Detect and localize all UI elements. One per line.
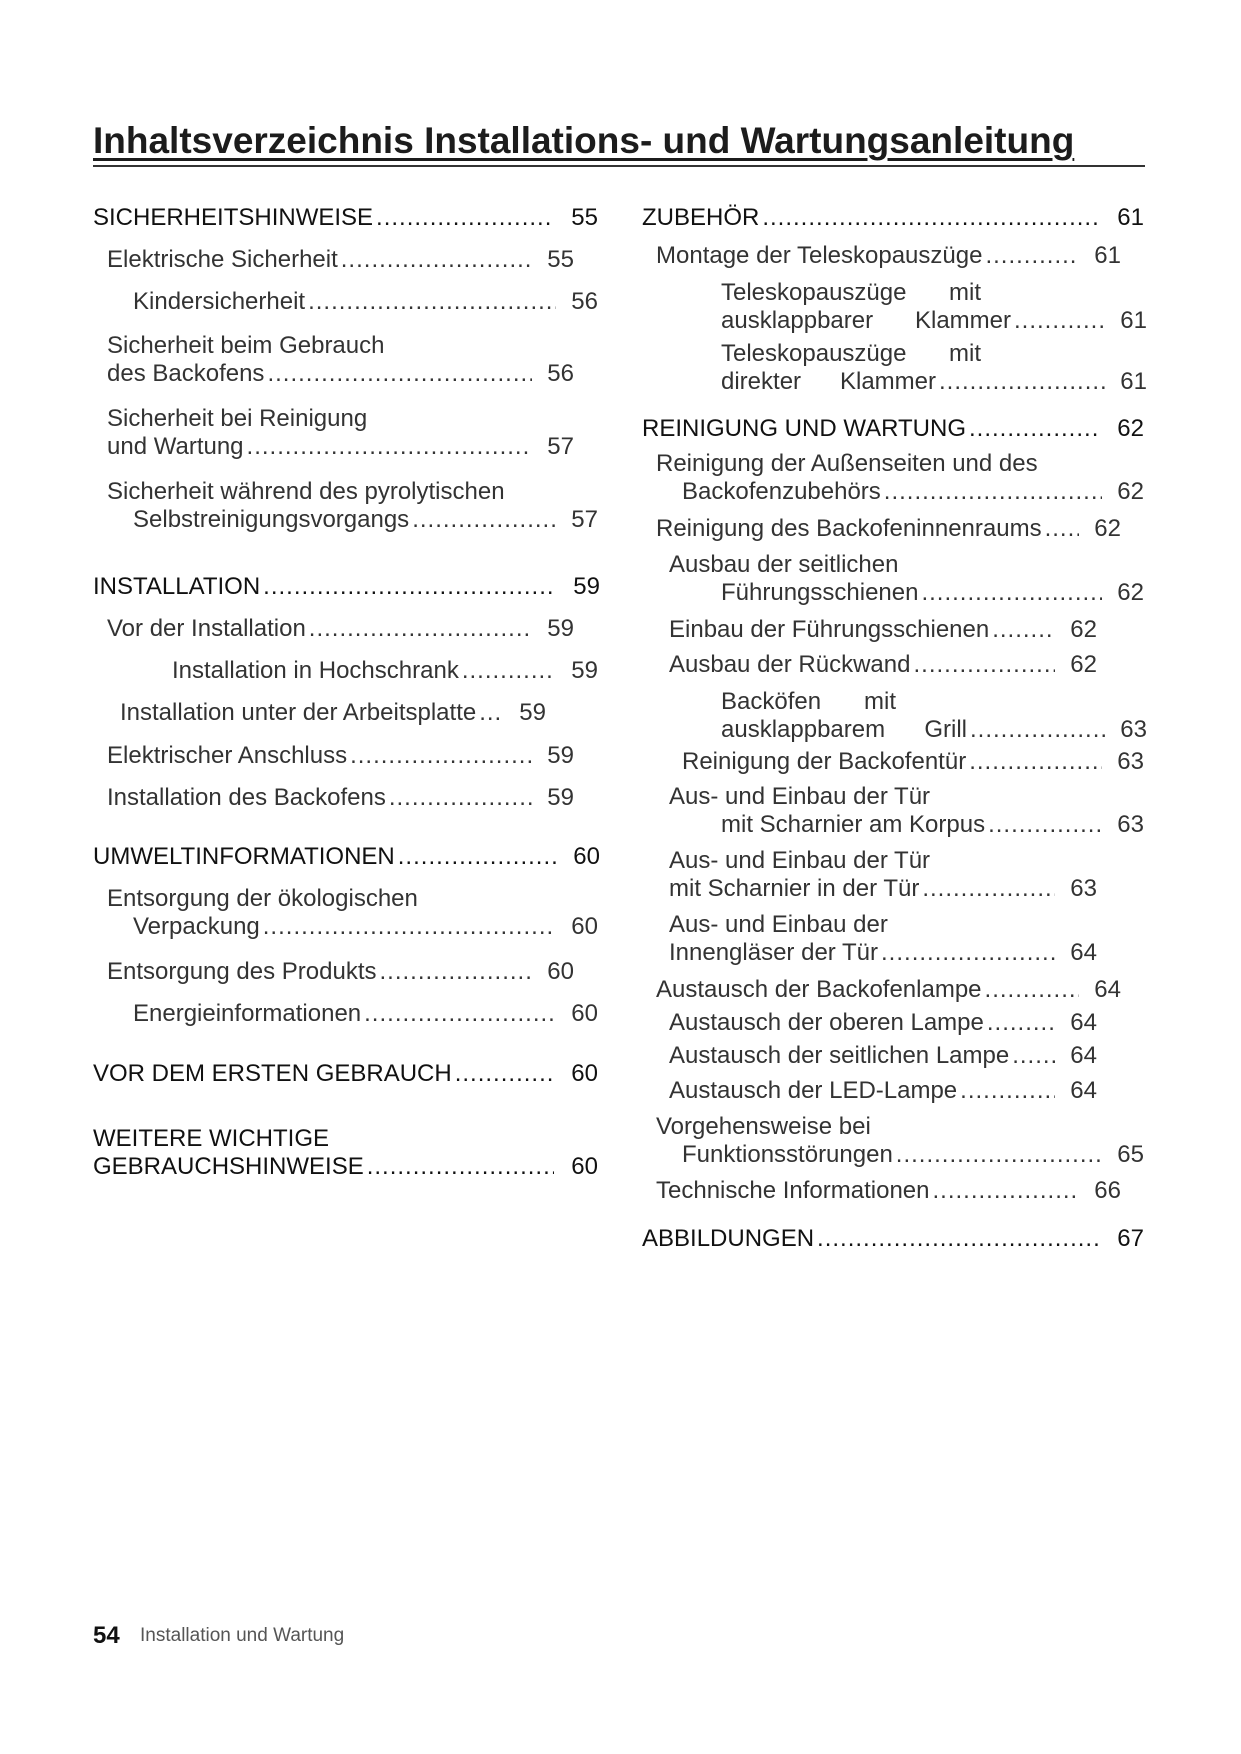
toc-leader-dots — [987, 1009, 1055, 1037]
toc-leader-dots — [992, 616, 1055, 644]
toc-leader-dots — [380, 958, 533, 986]
toc-leader-dots — [267, 360, 532, 388]
toc-entry-title: Führungsschienen — [721, 579, 919, 606]
toc-entry[interactable] — [93, 843, 600, 871]
toc-entry[interactable] — [721, 279, 1147, 335]
toc-title-word: direkter — [721, 368, 802, 395]
toc-leader-dots — [988, 811, 1102, 839]
toc-entry-title: Reinigung des Backofeninnenraums — [656, 515, 1042, 542]
toc-entry[interactable] — [133, 288, 598, 316]
toc-leader-dots — [263, 573, 556, 601]
toc-leader-dots — [921, 579, 1102, 607]
toc-page-number: 61 — [1120, 307, 1147, 334]
toc-leader-dots — [247, 433, 533, 461]
toc-leader-dots — [462, 657, 556, 685]
toc-leader-dots — [969, 748, 1102, 776]
toc-line-word: Teleskopauszüge — [721, 279, 907, 306]
toc-page-number: 64 — [1094, 976, 1121, 1003]
toc-entry-line: Vorgehensweise bei — [656, 1113, 871, 1140]
toc-entry-line — [721, 688, 896, 716]
toc-entry-title: Austausch der LED-Lampe — [669, 1077, 958, 1104]
toc-page-number: 61 — [1117, 204, 1144, 231]
toc-entry-title: SICHERHEITSHINWEISE — [93, 204, 374, 231]
toc-entry-title: ZUBEHÖR — [642, 204, 760, 231]
toc-entry-title: Austausch der oberen Lampe — [669, 1009, 984, 1036]
toc-page-number: 64 — [1070, 1077, 1097, 1104]
toc-page-number: 59 — [547, 742, 574, 769]
page-title: Inhaltsverzeichnis Installations- und Wartungsanleitung — [93, 120, 1145, 167]
toc-page-number: 62 — [1094, 515, 1121, 542]
toc-leader-dots — [455, 1060, 555, 1088]
toc-leader-dots — [263, 913, 557, 941]
toc-entry[interactable] — [107, 405, 574, 461]
toc-entry[interactable] — [669, 911, 1097, 967]
toc-line-word: mit — [949, 340, 981, 367]
toc-page-number: 61 — [1120, 368, 1147, 395]
toc-entry[interactable] — [656, 450, 1144, 506]
toc-entry[interactable] — [107, 784, 574, 812]
toc-leader-dots — [1014, 307, 1105, 335]
toc-page-number: 59 — [519, 699, 546, 726]
footer-section-label: Installation und Wartung — [140, 1625, 345, 1646]
toc-title-word: ausklappbarem — [721, 716, 886, 743]
toc-entry[interactable] — [669, 1042, 1097, 1070]
toc-entry[interactable] — [107, 885, 598, 941]
toc-leader-dots — [412, 506, 556, 534]
toc-page-number: 61 — [1094, 242, 1121, 269]
toc-entry[interactable] — [656, 1177, 1121, 1205]
toc-entry-title: Elektrischer Anschluss — [107, 742, 348, 769]
toc-entry[interactable] — [107, 615, 574, 643]
toc-leader-dots — [960, 1077, 1055, 1105]
toc-entry[interactable] — [669, 847, 1097, 903]
toc-page-number: 59 — [547, 615, 574, 642]
toc-leader-dots — [308, 288, 556, 316]
toc-entry[interactable] — [656, 515, 1121, 543]
toc-entry[interactable] — [669, 616, 1097, 644]
toc-entry-title: Verpackung — [133, 913, 260, 940]
toc-entry-title: Vor der Installation — [107, 615, 306, 642]
toc-entry-title: UMWELTINFORMATIONEN — [93, 843, 395, 870]
toc-entry[interactable] — [93, 1125, 598, 1181]
toc-entry-title: INSTALLATION — [93, 573, 261, 600]
toc-leader-dots — [1012, 1042, 1055, 1070]
toc-entry-title: Technische Informationen — [656, 1177, 930, 1204]
toc-entry[interactable] — [656, 976, 1121, 1004]
toc-leader-dots — [398, 843, 557, 871]
toc-entry[interactable] — [107, 742, 574, 770]
toc-entry-title: Kindersicherheit — [133, 288, 306, 315]
toc-entry-title: ABBILDUNGEN — [642, 1225, 815, 1252]
toc-leader-dots — [817, 1225, 1100, 1253]
toc-entry[interactable] — [669, 1077, 1097, 1105]
toc-leader-dots — [341, 246, 533, 274]
toc-entry-title: und Wartung — [107, 433, 244, 460]
toc-entry[interactable] — [669, 551, 1144, 607]
toc-leader-dots — [881, 939, 1055, 967]
toc-page-number: 62 — [1117, 478, 1144, 505]
toc-entry-title: Energieinformationen — [133, 1000, 362, 1027]
toc-leader-dots — [762, 204, 1100, 232]
toc-page-number: 62 — [1070, 616, 1097, 643]
toc-page-number: 56 — [571, 288, 598, 315]
toc-leader-dots — [389, 784, 532, 812]
toc-entry-title: GEBRAUCHSHINWEISE — [93, 1153, 364, 1180]
toc-entry-title: Installation des Backofens — [107, 784, 386, 811]
toc-page-number: 60 — [571, 1153, 598, 1180]
toc-leader-dots — [939, 368, 1105, 396]
toc-entry-title: des Backofens — [107, 360, 265, 387]
toc-page-number: 65 — [1117, 1141, 1144, 1168]
toc-entry[interactable] — [93, 573, 600, 601]
toc-entry-line: Entsorgung der ökologischen — [107, 885, 418, 912]
toc-page-number: 62 — [1117, 415, 1144, 442]
toc-line-word: Teleskopauszüge — [721, 340, 907, 367]
toc-entry-line: Sicherheit beim Gebrauch — [107, 332, 385, 359]
toc-page-number: 57 — [571, 506, 598, 533]
toc-line-word: mit — [949, 279, 981, 306]
toc-entry-title: Elektrische Sicherheit — [107, 246, 338, 273]
toc-line-word: Backöfen — [721, 688, 822, 715]
toc-entry-line: Aus- und Einbau der — [669, 911, 888, 938]
toc-entry-line: Reinigung der Außenseiten und des — [656, 450, 1038, 477]
toc-leader-dots — [1045, 515, 1080, 543]
toc-page-number: 66 — [1094, 1177, 1121, 1204]
toc-page-number: 63 — [1120, 716, 1147, 743]
toc-page-number: 56 — [547, 360, 574, 387]
toc-page-number: 60 — [571, 1060, 598, 1087]
toc-entry[interactable] — [120, 699, 546, 727]
toc-page-number: 59 — [547, 784, 574, 811]
toc-page-number: 55 — [571, 204, 598, 231]
toc-entry[interactable] — [107, 958, 574, 986]
toc-entry-line — [721, 340, 981, 368]
toc-entry[interactable] — [682, 748, 1144, 776]
toc-entry-line: WEITERE WICHTIGE — [93, 1125, 329, 1152]
toc-leader-dots — [969, 415, 1100, 443]
toc-entry-title: VOR DEM ERSTEN GEBRAUCH — [93, 1060, 452, 1087]
toc-entry-title: Installation in Hochschrank — [172, 657, 459, 684]
toc-entry-title: Montage der Teleskopauszüge — [656, 242, 983, 269]
toc-entry-title: Installation unter der Arbeitsplatte — [120, 699, 477, 726]
toc-leader-dots — [985, 242, 1079, 270]
toc-leader-dots — [896, 1141, 1103, 1169]
toc-page-number: 59 — [573, 573, 600, 600]
toc-entry-title: Funktionsstörungen — [682, 1141, 893, 1168]
toc-entry[interactable] — [107, 246, 574, 274]
toc-page-number: 64 — [1070, 939, 1097, 966]
toc-page-number: 62 — [1070, 651, 1097, 678]
toc-leader-dots — [970, 716, 1105, 744]
toc-leader-dots — [884, 478, 1103, 506]
toc-page-number: 60 — [547, 958, 574, 985]
toc-page-number: 60 — [571, 1000, 598, 1027]
toc-entry[interactable] — [656, 242, 1121, 270]
toc-page-number: 57 — [547, 433, 574, 460]
toc-entry-line: Sicherheit bei Reinigung — [107, 405, 368, 432]
toc-page-number: 64 — [1070, 1009, 1097, 1036]
toc-entry[interactable] — [133, 1000, 598, 1028]
toc-entry-title — [721, 716, 967, 744]
toc-page-number: 63 — [1117, 748, 1144, 775]
toc-entry[interactable] — [642, 1225, 1144, 1253]
toc-entry-title: REINIGUNG UND WARTUNG — [642, 415, 966, 442]
footer-page-number: 54 — [93, 1622, 120, 1649]
toc-entry-line: Ausbau der seitlichen — [669, 551, 899, 578]
toc-entry[interactable] — [93, 1060, 598, 1088]
toc-entry-title: Austausch der seitlichen Lampe — [669, 1042, 1010, 1069]
toc-entry-title — [721, 368, 936, 396]
toc-entry-title: Backofenzubehörs — [682, 478, 881, 505]
toc-page-number: 63 — [1117, 811, 1144, 838]
toc-entry-title — [721, 307, 1011, 335]
toc-entry-line — [721, 279, 981, 307]
toc-entry-title: Austausch der Backofenlampe — [656, 976, 982, 1003]
toc-leader-dots — [913, 651, 1055, 679]
toc-entry-title: Entsorgung des Produkts — [107, 958, 377, 985]
toc-entry-title: Reinigung der Backofentür — [682, 748, 967, 775]
toc-line-word: mit — [864, 688, 896, 715]
toc-entry[interactable] — [721, 688, 1147, 744]
toc-page-number: 63 — [1070, 875, 1097, 902]
toc-page-number: 59 — [571, 657, 598, 684]
toc-leader-dots — [367, 1153, 555, 1181]
toc-entry-line: Aus- und Einbau der Tür — [669, 783, 931, 810]
toc-entry-title: mit Scharnier in der Tür — [669, 875, 920, 902]
toc-leader-dots — [922, 875, 1055, 903]
toc-entry-title: Einbau der Führungsschienen — [669, 616, 990, 643]
toc-entry-title: Ausbau der Rückwand — [669, 651, 911, 678]
toc-page-number: 55 — [547, 246, 574, 273]
toc-entry[interactable] — [107, 478, 598, 534]
toc-leader-dots — [479, 699, 504, 727]
toc-page-number: 62 — [1117, 579, 1144, 606]
toc-entry-title: Innengläser der Tür — [669, 939, 879, 966]
toc-leader-dots — [350, 742, 532, 770]
toc-page-number: 64 — [1070, 1042, 1097, 1069]
toc-entry-title: Selbstreinigungsvorgangs — [133, 506, 410, 533]
toc-leader-dots — [376, 204, 554, 232]
toc-page-number: 60 — [573, 843, 600, 870]
toc-page-number: 67 — [1117, 1225, 1144, 1252]
toc-title-word: Klammer — [914, 307, 1011, 334]
toc-entry[interactable] — [107, 332, 574, 388]
toc-entry-line: Aus- und Einbau der Tür — [669, 847, 931, 874]
toc-entry[interactable] — [721, 340, 1147, 396]
toc-entry[interactable] — [642, 415, 1144, 443]
toc-entry[interactable] — [669, 651, 1097, 679]
toc-entry[interactable] — [656, 1113, 1144, 1169]
toc-title-word: Klammer — [839, 368, 936, 395]
toc-entry-title: mit Scharnier am Korpus — [721, 811, 986, 838]
toc-leader-dots — [985, 976, 1080, 1004]
toc-leader-dots — [309, 615, 533, 643]
toc-page-number: 60 — [571, 913, 598, 940]
toc-entry[interactable] — [93, 204, 598, 232]
toc-entry-line: Sicherheit während des pyrolytischen — [107, 478, 505, 505]
toc-leader-dots — [933, 1177, 1080, 1205]
toc-entry[interactable] — [172, 657, 598, 685]
toc-title-word: ausklappbarer — [721, 307, 874, 334]
toc-leader-dots — [364, 1000, 556, 1028]
toc-title-word: Grill — [924, 716, 967, 743]
toc-entry[interactable] — [642, 204, 1144, 232]
toc-entry[interactable] — [669, 1009, 1097, 1037]
toc-entry[interactable] — [669, 783, 1144, 839]
